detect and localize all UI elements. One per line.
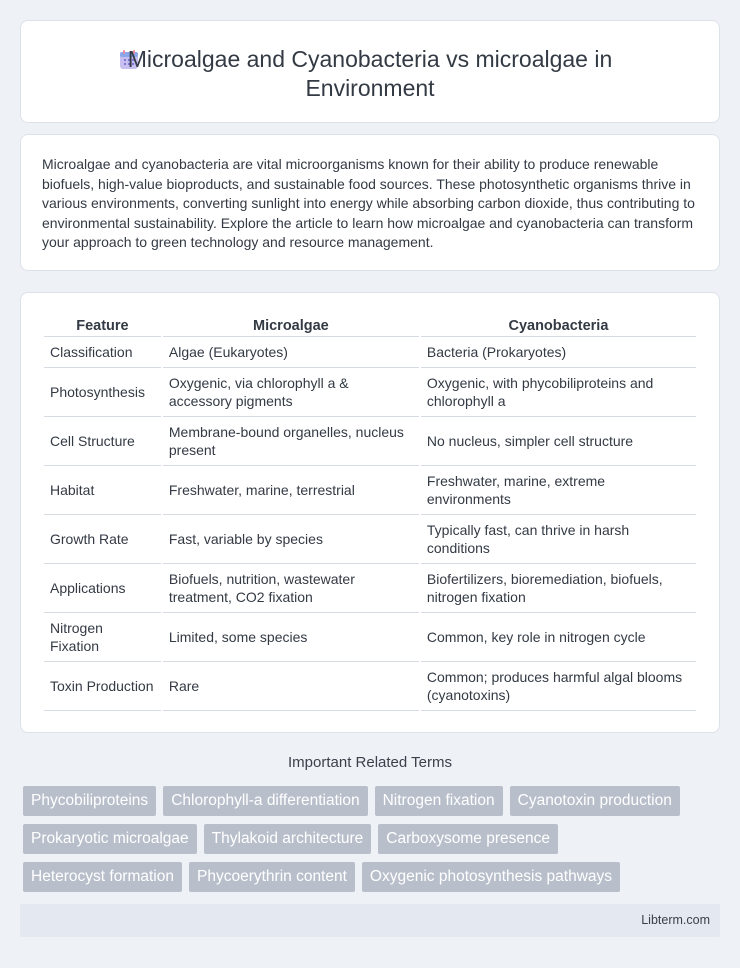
comparison-table-card [20,292,720,733]
cyanobacteria-cell: Bacteria (Prokaryotes) [421,337,696,368]
microalgae-cell: Rare [163,662,419,711]
related-terms-list [23,786,723,892]
term-tag[interactable]: Thylakoid architecture [204,824,372,854]
microalgae-cell: Freshwater, marine, terrestrial [163,466,419,515]
footer-site-link[interactable]: Libterm.com [641,913,710,927]
cyanobacteria-cell: Typically fast, can thrive in harsh conditions [421,515,696,564]
table-row [44,564,696,613]
feature-cell: Photosynthesis [44,368,161,417]
feature-cell: Growth Rate [44,515,161,564]
cyanobacteria-cell: No nucleus, simpler cell structure [421,417,696,466]
table-row [44,368,696,417]
intro-paragraph: Microalgae and cyanobacteria are vital microorganisms known for their ability to produce renewable biofuels, high-value bioproducts, and sustainable food sources. These photosynthetic organisms thrive in various environments, converting sunlight into energy while absorbing carbon dioxide, thus contributing to environmental sustainability. Explore the article to learn how microalgae and cyanobacteria can transform your approach to green technology and resource management. [42,156,695,250]
footer [20,904,720,937]
feature-cell: Nitrogen Fixation [44,613,161,662]
cyanobacteria-cell: Biofertilizers, bioremediation, biofuels, nitrogen fixation [421,564,696,613]
term-tag[interactable]: Nitrogen fixation [375,786,503,816]
cyanobacteria-cell: Common; produces harmful algal blooms (cyanotoxins) [421,662,696,711]
feature-cell: Toxin Production [44,662,161,711]
term-tag[interactable]: Phycobiliproteins [23,786,156,816]
header-card [20,20,720,123]
table-row [44,613,696,662]
term-tag[interactable]: Heterocyst formation [23,862,182,892]
table-header-row [44,315,696,337]
header-feature: Feature [44,315,161,337]
microalgae-cell: Oxygenic, via chlorophyll a & accessory pigments [163,368,419,417]
cyanobacteria-cell: Common, key role in nitrogen cycle [421,613,696,662]
table-row [44,466,696,515]
term-tag[interactable]: Carboxysome presence [378,824,558,854]
intro-card [20,134,720,271]
term-tag[interactable]: Cyanotoxin production [510,786,680,816]
cyanobacteria-cell: Freshwater, marine, extreme environments [421,466,696,515]
microalgae-cell: Fast, variable by species [163,515,419,564]
microalgae-cell: Algae (Eukaryotes) [163,337,419,368]
table-row [44,417,696,466]
term-tag[interactable]: Prokaryotic microalgae [23,824,197,854]
feature-cell: Classification [44,337,161,368]
header-cyanobacteria: Cyanobacteria [421,315,696,337]
term-tag[interactable]: Chlorophyll-a differentiation [163,786,367,816]
feature-cell: Cell Structure [44,417,161,466]
microalgae-cell: Limited, some species [163,613,419,662]
table-row [44,662,696,711]
microalgae-cell: Membrane-bound organelles, nucleus present [163,417,419,466]
cyanobacteria-cell: Oxygenic, with phycobiliproteins and chlorophyll a [421,368,696,417]
page-title: Microalgae and Cyanobacteria vs microalgae in Environment [127,46,613,101]
term-tag[interactable]: Oxygenic photosynthesis pathways [362,862,620,892]
microalgae-cell: Biofuels, nutrition, wastewater treatment, CO2 fixation [163,564,419,613]
header-microalgae: Microalgae [163,315,419,337]
term-tag[interactable]: Phycoerythrin content [189,862,355,892]
comparison-table [42,315,698,711]
feature-cell: Applications [44,564,161,613]
table-row [44,337,696,368]
feature-cell: Habitat [44,466,161,515]
related-terms-title: Important Related Terms [288,754,452,771]
table-row [44,515,696,564]
